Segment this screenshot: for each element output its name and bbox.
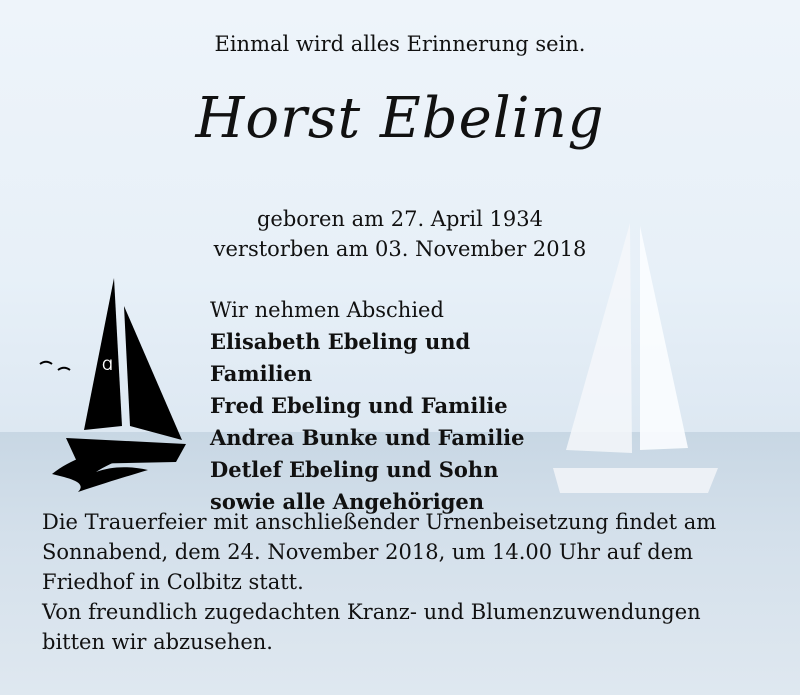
farewell-line: Wir nehmen Abschied bbox=[210, 298, 444, 322]
birds-icon bbox=[38, 358, 74, 374]
mourner-item: Detlef Ebeling und Sohn bbox=[210, 457, 499, 482]
deceased-name: Horst Ebeling bbox=[195, 86, 605, 151]
notice-line: Sonnabend, dem 24. November 2018, um 14.00 Uhr auf dem bbox=[42, 540, 694, 564]
mourners-block bbox=[210, 294, 570, 518]
memorial-quote: Einmal wird alles Erinnerung sein. bbox=[214, 32, 586, 56]
life-dates bbox=[0, 204, 800, 264]
notice-line: bitten wir abzusehen. bbox=[42, 630, 273, 654]
notice-line: Friedhof in Colbitz statt. bbox=[42, 570, 304, 594]
funeral-notice bbox=[42, 507, 762, 657]
mourner-item: Elisabeth Ebeling und Familien bbox=[210, 329, 471, 386]
notice-line: Die Trauerfeier mit anschließender Urnenbeisetzung findet am bbox=[42, 510, 717, 534]
svg-text:Ɑ: Ɑ bbox=[102, 358, 113, 374]
death-date: verstorben am 03. November 2018 bbox=[213, 237, 587, 261]
mourner-item: Fred Ebeling und Familie bbox=[210, 393, 508, 418]
birth-date: geboren am 27. April 1934 bbox=[256, 207, 543, 231]
sailboat-icon bbox=[38, 278, 188, 498]
mourner-item: Andrea Bunke und Familie bbox=[210, 425, 525, 450]
notice-line: Von freundlich zugedachten Kranz- und Blumenzuwendungen bbox=[42, 600, 701, 624]
mourner-item: sowie alle Angehörigen bbox=[210, 489, 485, 514]
